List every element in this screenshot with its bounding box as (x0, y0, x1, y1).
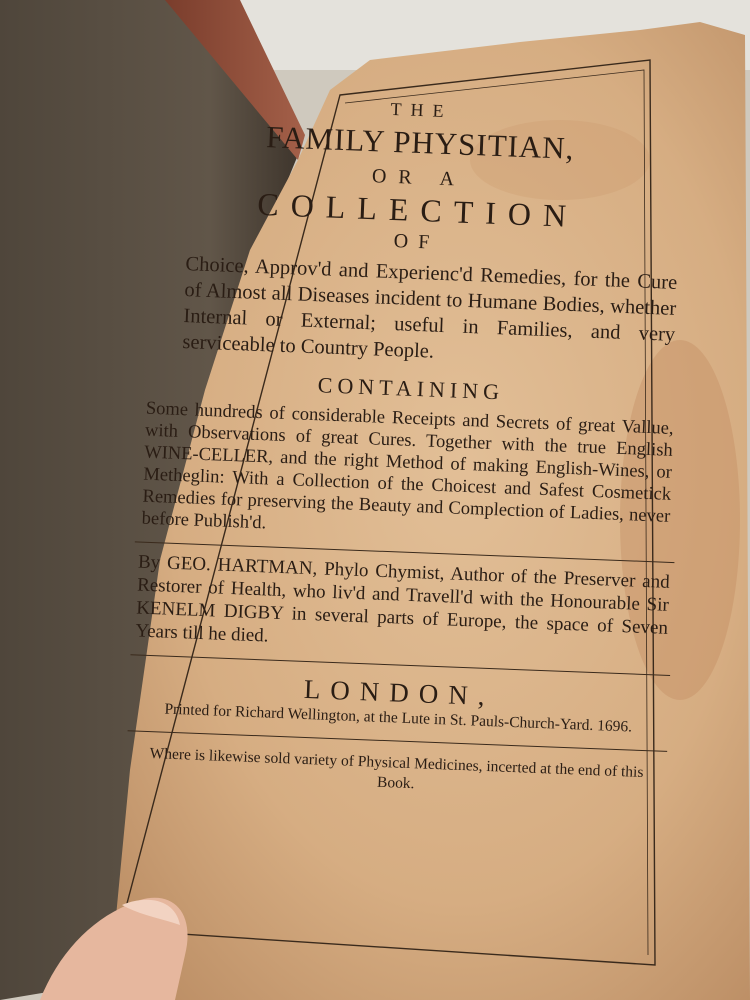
title-collection: COLLECTION (256, 185, 579, 235)
contents-paragraph: Some hundreds of considerable Receipts and Secrets of great Vallue, with Observations of great Cures. Together with the true English WINE-CELLER, and the right Method of making English-Wines, or Metheglin: With a Collection of the Choicest and Safest Cosmetick Remedies for preserving the Beauty and Complection of Ladies, never before Publish'd. (141, 398, 674, 534)
containing-heading: CONTAINING (317, 372, 505, 405)
title-the: THE (390, 98, 453, 122)
city-london: LONDON, (303, 673, 496, 712)
author-paragraph: By GEO. HARTMAN, Phylo Chymist, Author of the Preserver and Restorer of Health, who liv'd and Travell'd with the Honourable Sir KENELM DIGBY in several parts of Europe, the space of Seven Years till he died. (135, 551, 671, 647)
title-or-a: OR A (371, 165, 467, 191)
title-of: OF (393, 230, 440, 254)
main-title: FAMILY PHYSITIAN, (265, 119, 576, 166)
title-description: Choice, Approv'd and Experienc'd Remedies, for the Cure of Almost all Diseases incident to Humane Bodies, whether Internal or External; useful in Families, and very serviceable to Country People. (182, 253, 678, 363)
title-page (118, 50, 693, 990)
imprint-line: Printed for Richard Wellington, at the Lute in St. Pauls-Church-Yard. 1696. (164, 700, 633, 736)
advert-line: Where is likewise sold variety of Physical Medicines, incerted at the end of this Book. (149, 745, 644, 793)
